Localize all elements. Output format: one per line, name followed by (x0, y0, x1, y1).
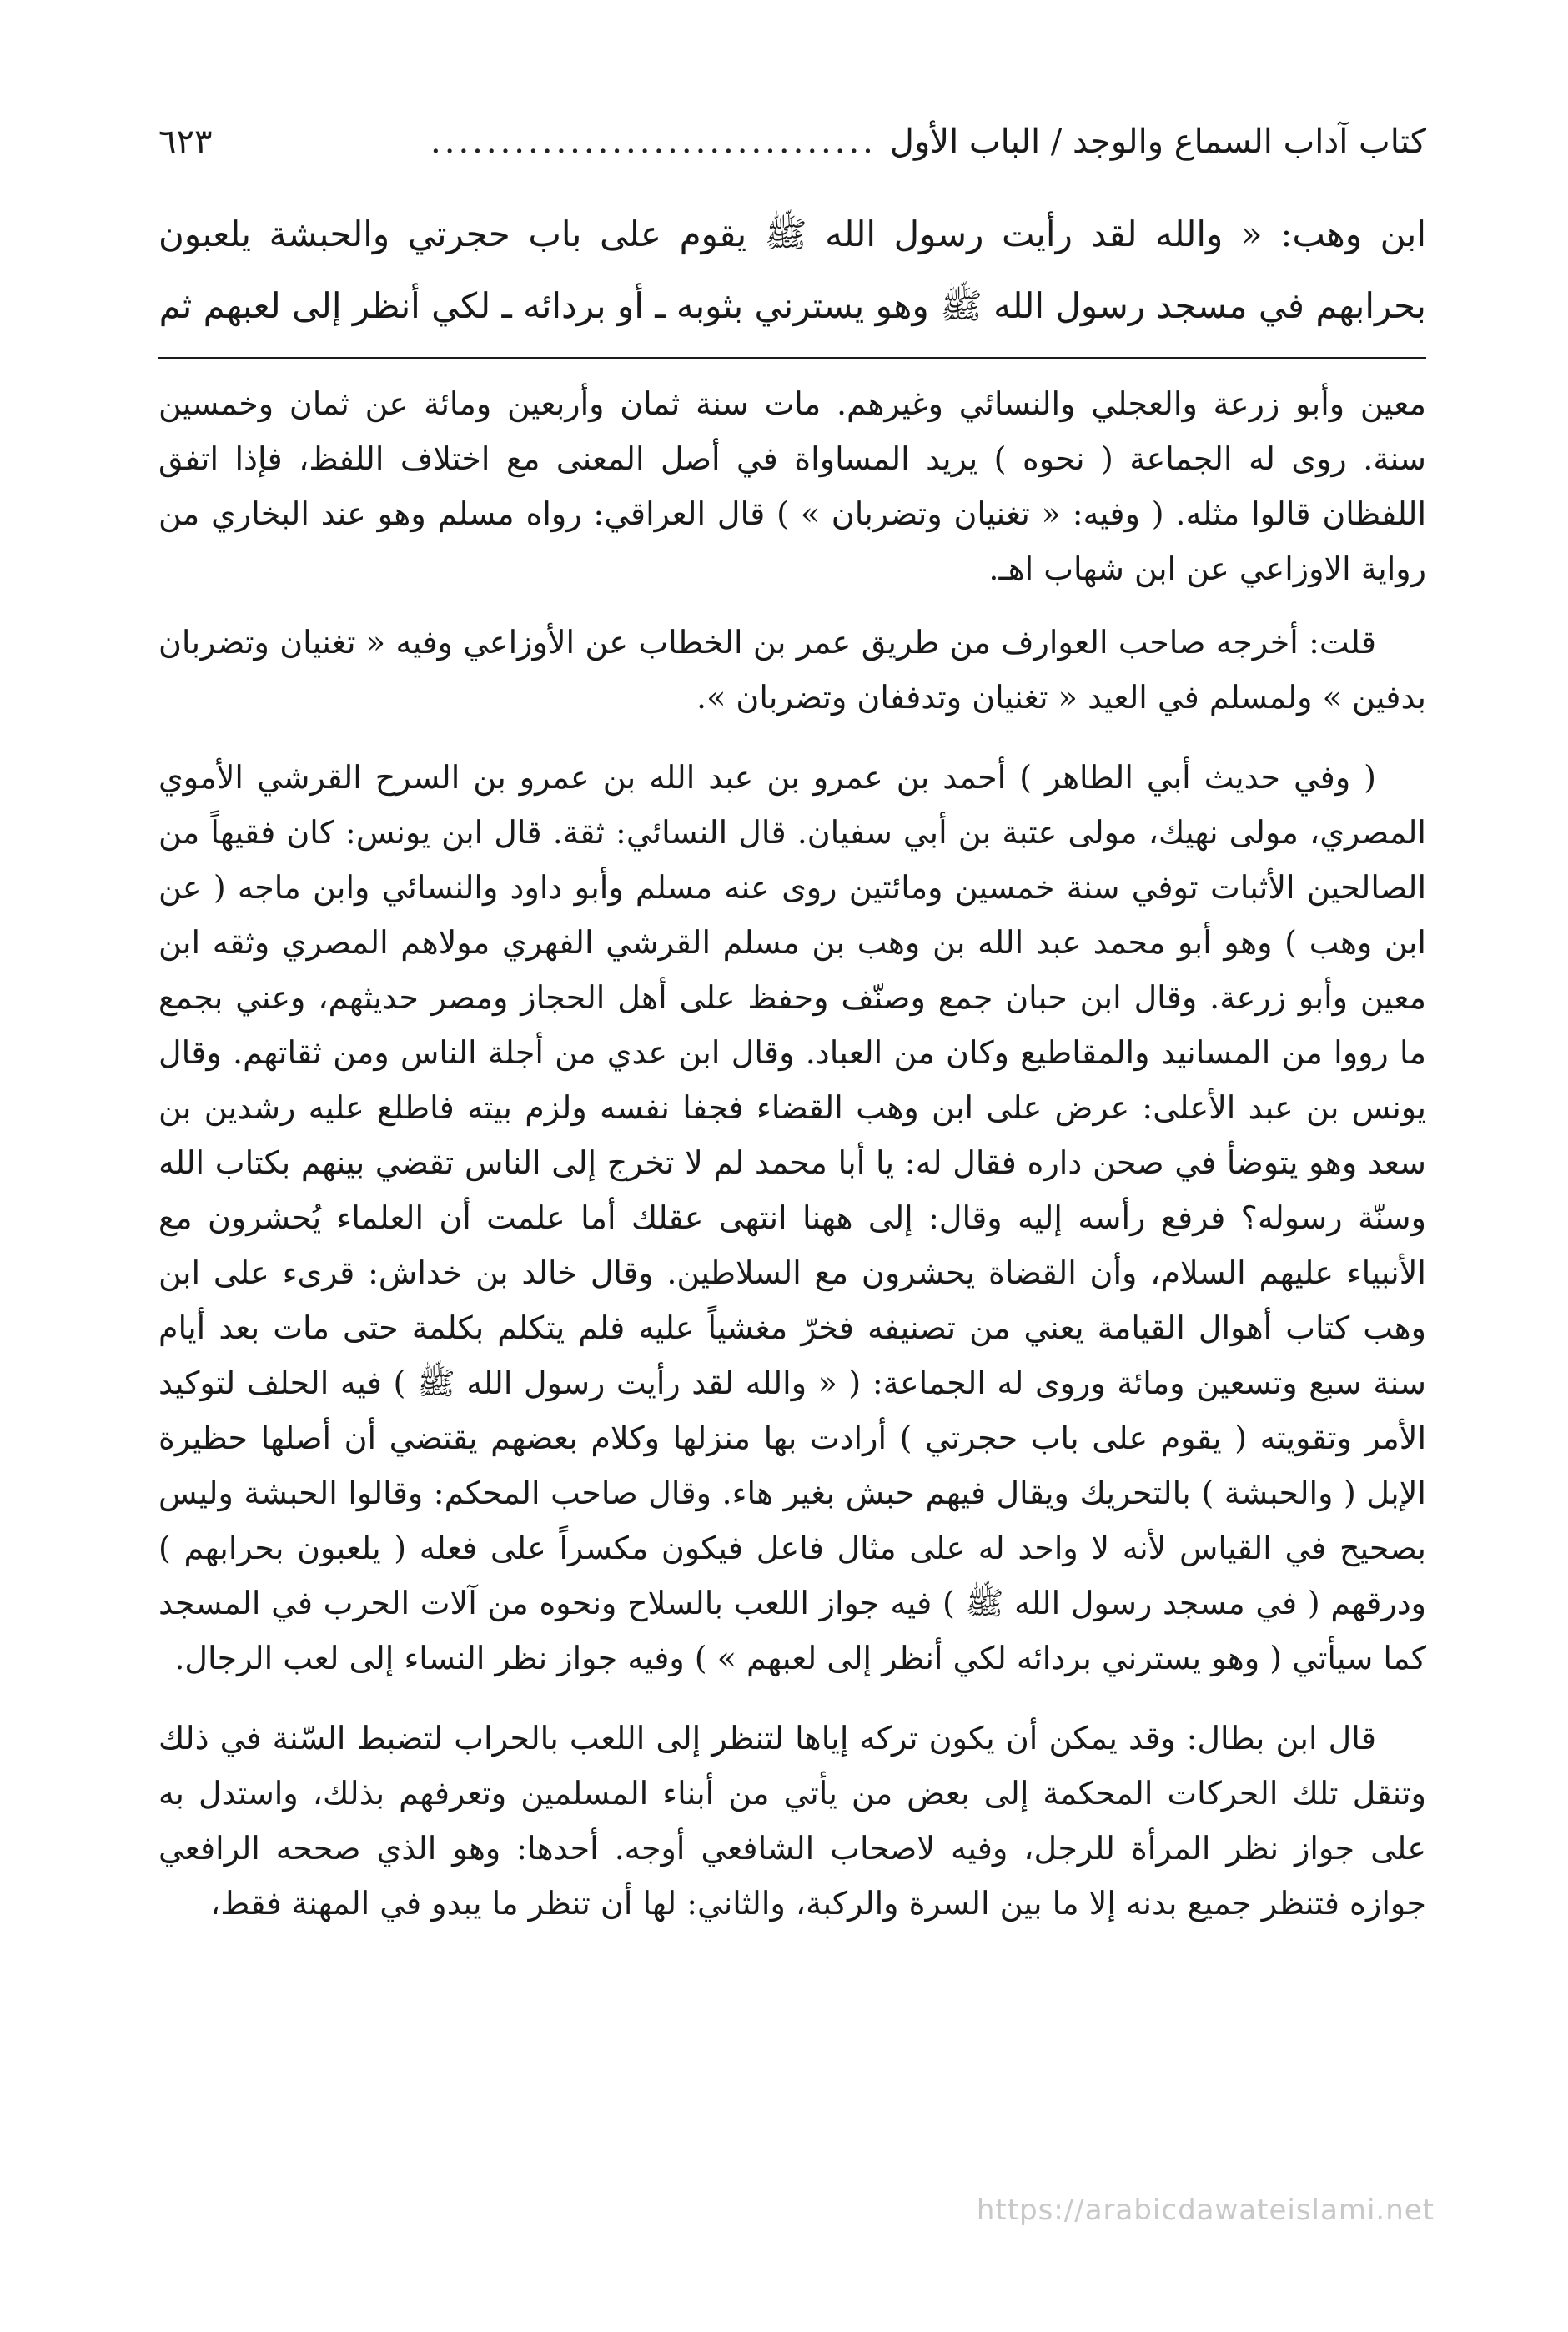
commentary-paragraph-2: قلت: أخرجه صاحب العوارف من طريق عمر بن الخطاب عن الأوزاعي وفيه « تغنيان وتضربان بدفين » ولمسلم في العيد « تغنيان وتدففان وتضربان ». (158, 624, 1426, 716)
main-text (158, 199, 1426, 342)
commentary-paragraph-4: قال ابن بطال: وقد يمكن أن يكون تركه إياها لتنظر إلى اللعب بالحراب لتضبط السّنة في ذلك وتنقل تلك الحركات المحكمة إلى بعض من يأتي من أبناء المسلمين وتعرفهم بذلك، واستدل به على جواز نظر المرأة للرجل، وفيه لاصحاب الشافعي أوجه. أحدها: وهو الذي صححه الرافعي جوازه فتنظر جميع بدنه إلا ما بين السرة والركبة، والثاني: لها أن تنظر ما يبدو في المهنة فقط، (158, 1720, 1426, 1922)
commentary (158, 376, 1426, 1931)
book-page (158, 108, 1426, 2244)
running-header (158, 108, 1426, 175)
commentary-paragraph-3: ( وفي حديث أبي الطاهر ) أحمد بن عمرو بن عبد الله بن عمرو بن السرح القرشي الأموي المصري، مولى نهيك، مولى عتبة بن أبي سفيان. قال النسائي: ثقة. قال ابن يونس: كان فقيهاً من الصالحين الأثبات توفي سنة خمسين ومائتين روى عنه مسلم وأبو داود والنسائي وابن ماجه ( عن ابن وهب ) وهو أبو محمد عبد الله بن وهب بن مسلم القرشي الفهري مولاهم المصري وثقه ابن معين وأبو زرعة. وقال ابن حبان جمع وصنّف وحفظ على أهل الحجاز ومصر حديثهم، وعني بجمع ما رووا من المسانيد والمقاطيع وكان من العباد. وقال ابن عدي من أجلة الناس ومن ثقاتهم. وقال يونس بن عبد الأعلى: عرض على ابن وهب القضاء فجفا نفسه ولزم بيته فاطلع عليه رشدين بن سعد وهو يتوضأ في صحن داره فقال له: يا أبا محمد لم لا تخرج إلى الناس تقضي بينهم بكتاب الله وسنّة رسوله؟ فرفع رأسه إليه وقال: إلى ههنا انتهى عقلك أما علمت أن العلماء يُحشرون مع الأنبياء عليهم السلام، وأن القضاة يحشرون مع السلاطين. وقال خالد بن خداش: قرىء على ابن وهب كتاب أهوال القيامة يعني من تصنيفه فخرّ مغشياً عليه فلم يتكلم بكلمة حتى مات بعد أيام سنة سبع وتسعين ومائة وروى له الجماعة: ( « والله لقد رأيت رسول الله ﷺ ) فيه الحلف لتوكيد الأمر وتقويته ( يقوم على باب حجرتي ) أرادت بها منزلها وكلام بعضهم يقتضي أن أصلها حظيرة الإبل ( والحبشة ) بالتحريك ويقال فيهم حبش بغير هاء. وقال صاحب المحكم: وقالوا الحبشة وليس بصحيح في القياس لأنه لا واحد له على مثال فاعل فيكون مكسراً على فعله ( يلعبون بحرابهم ) ودرقهم ( في مسجد رسول الله ﷺ ) فيه جواز اللعب بالسلاح ونحوه من آلات الحرب في المسجد كما سيأتي ( وهو يسترني بردائه لكي أنظر إلى لعبهم » ) وفيه جواز نظر النساء إلى لعب الرجال. (158, 759, 1426, 1676)
commentary-paragraph-1: معين وأبو زرعة والعجلي والنسائي وغيرهم. مات سنة ثمان وأربعين ومائة عن ثمان وخمسين سنة. روى له الجماعة ( نحوه ) يريد المساواة في أصل المعنى مع اختلاف اللفظ، فإذا اتفق اللفظان قالوا مثله. ( وفيه: « تغنيان وتضربان » ) قال العراقي: رواه مسلم وهو عند البخاري من رواية الاوزاعي عن ابن شهاب اهـ. (158, 385, 1427, 587)
page-number: ٦٢٣ (158, 123, 213, 161)
watermark-url: https://arabicdawateislami.net (976, 2194, 1435, 2227)
main-paragraph: ابن وهب: « والله لقد رأيت رسول الله ﷺ يقوم على باب حجرتي والحبشة يلعبون بحرابهم في مسجد رسول الله ﷺ وهو يسترني بثوبه ـ أو بردائه ـ لكي أنظر إلى لعبهم ثم (158, 214, 1426, 326)
footnote-divider (158, 357, 1426, 359)
leader-dots: ................................ (430, 123, 877, 161)
chapter-title: كتاب آداب السماع والوجد / الباب الأول (889, 123, 1426, 161)
